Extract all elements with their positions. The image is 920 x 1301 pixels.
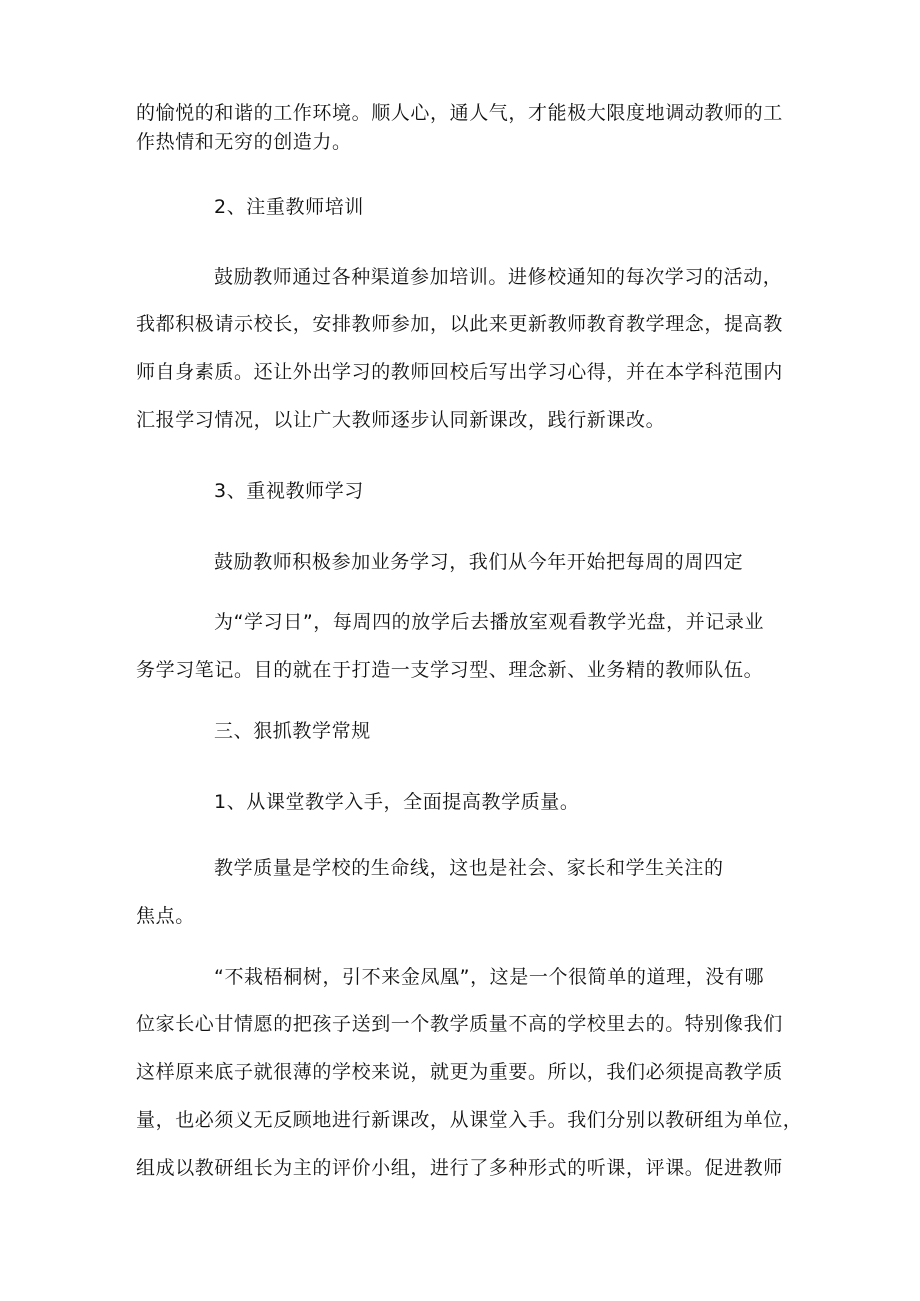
text-line: “不栽梧桐树，引不来金凤凰”，这是一个很简单的道理，没有哪 <box>214 966 765 988</box>
text-line: 的愉悦的和谐的工作环境。顺人心，通人气，才能极大限度地调动教师的工 <box>136 102 783 124</box>
text-line: 师自身素质。还让外出学习的教师回校后写出学习心得，并在本学科范围内 <box>136 361 783 383</box>
text-line: 组成以教研组长为主的评价小组，进行了多种形式的听课，评课。促进教师 <box>136 1157 783 1179</box>
text-line: 作热情和无穷的创造力。 <box>136 131 352 153</box>
section-heading: 2、注重教师培训 <box>214 196 364 218</box>
text-line: 汇报学习情况，以让广大教师逐步认同新课改，践行新课改。 <box>136 409 666 431</box>
text-line: 我都积极请示校长，安排教师参加，以此来更新教师教育教学理念，提高教 <box>136 313 783 335</box>
text-line: 这样原来底子就很薄的学校来说，就更为重要。所以，我们必须提高教学质 <box>136 1061 783 1083</box>
text-line: 鼓励教师积极参加业务学习，我们从今年开始把每周的周四定 <box>214 551 744 573</box>
section-heading: 1、从课堂教学入手，全面提高教学质量。 <box>214 791 580 813</box>
text-line: 焦点。 <box>136 905 195 927</box>
text-line: 为“学习日”，每周四的放学后去播放室观看教学光盘，并记录业 <box>214 611 765 633</box>
text-line: 量，也必须义无反顾地进行新课改，从课堂入手。我们分别以教研组为单位， <box>136 1109 803 1131</box>
section-heading: 3、重视教师学习 <box>214 480 364 502</box>
text-line: 鼓励教师通过各种渠道参加培训。进修校通知的每次学习的活动， <box>214 266 783 288</box>
text-line: 位家长心甘情愿的把孩子送到一个教学质量不高的学校里去的。特别像我们 <box>136 1013 783 1035</box>
section-heading: 三、狠抓教学常规 <box>214 720 371 742</box>
text-line: 教学质量是学校的生命线，这也是社会、家长和学生关注的 <box>214 857 724 879</box>
text-line: 务学习笔记。目的就在于打造一支学习型、理念新、业务精的教师队伍。 <box>136 659 764 681</box>
